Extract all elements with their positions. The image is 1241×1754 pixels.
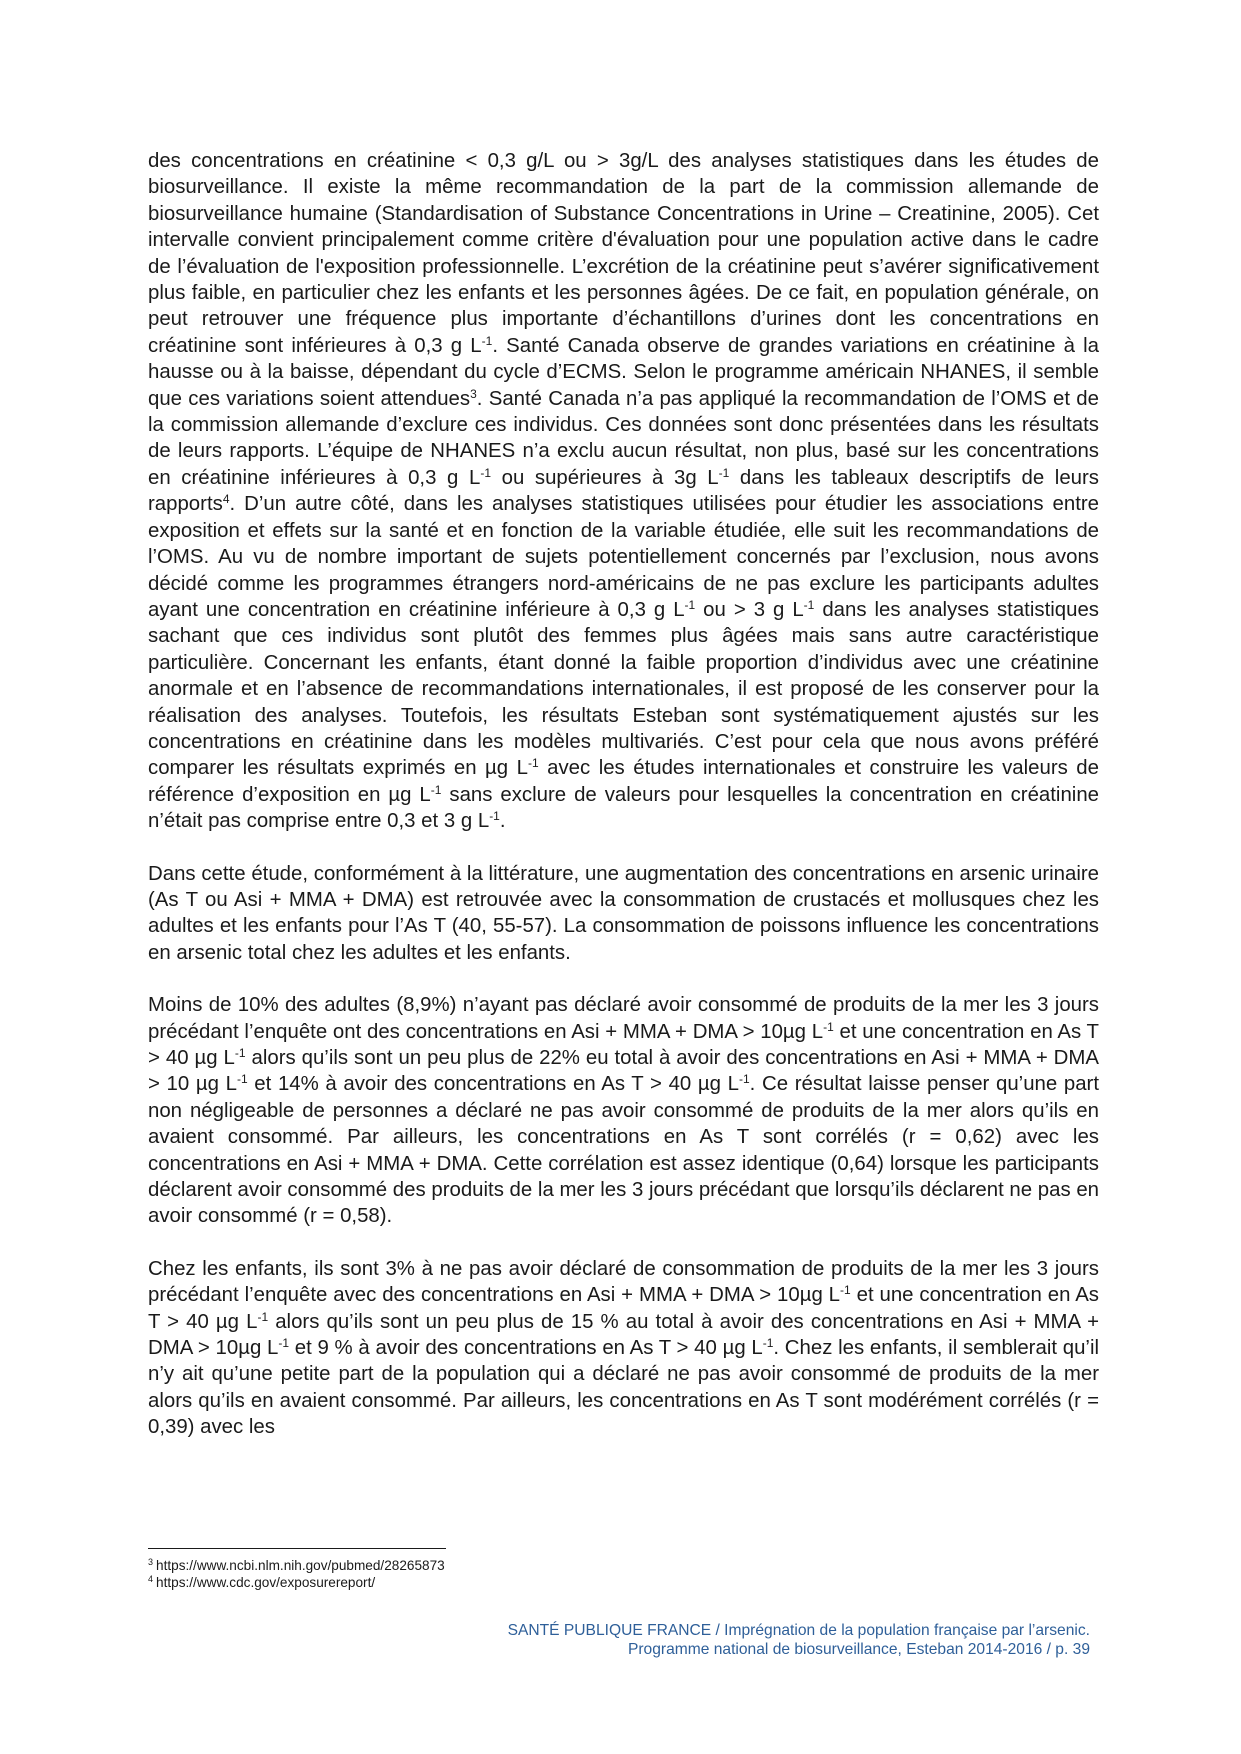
- text-run: et 9 % à avoir des concentrations en As T > 40 µg L: [289, 1337, 763, 1360]
- text-run: et une concentration en As T > 40 µg L: [148, 1284, 1099, 1333]
- text-run: Moins de 10% des adultes (8,9%) n’ayant pas déclaré avoir consommé de produits de la mer les 3 jours précédant l’enquête ont des concentrations en Asi + MMA + DMA > 10µg L: [148, 994, 1099, 1043]
- paragraph-creatinine: [148, 148, 1099, 835]
- footnote-number: 4: [148, 1574, 154, 1584]
- footnote-3: [148, 1557, 1048, 1574]
- superscript: -1: [823, 1019, 834, 1034]
- footer-program-line: Programme national de biosurveillance, Esteban 2014-2016 / p. 39: [627, 1640, 1090, 1658]
- superscript: -1: [489, 809, 500, 824]
- footnote-4: [148, 1574, 1048, 1591]
- superscript: -1: [527, 756, 539, 771]
- page-footer: [508, 1622, 1090, 1659]
- text-run: . Santé Canada n’a pas appliqué la recommandation de l’OMS et de la commission allemande d’exclure ces individus. Ces données sont donc présentées dans les résultats de leurs rapports. L’équipe de NHANES n’a exclu aucun résultat, non plus, basé sur les concentrations en créatinine inférieures à 0,3 g L: [148, 387, 1099, 489]
- superscript: -1: [257, 1309, 269, 1324]
- superscript: -1: [718, 465, 730, 480]
- footnotes: [148, 1557, 1048, 1591]
- text-run: dans les analyses statistiques sachant que ces individus sont plutôt des femmes plus âgées mais sans autre caractéristique particulière. Concernant les enfants, étant donné la faible proportion d’individus avec une créatinine anormale et en l’absence de recommandations internationales, il est proposé de les conserver pour la réalisation des analyses. Toutefois, les résultats Esteban sont systématiquement ajustés sur les concentrations en créatinine dans les modèles multivariés. C’est pour cela que nous avons préféré comparer les résultats exprimés en µg L: [148, 598, 1099, 780]
- superscript: -1: [803, 597, 815, 612]
- text-run: . Chez les enfants, il semblerait qu’il n’y ait qu’une petite part de la population qui a déclaré ne pas avoir consommé de produits de la mer alors qu’ils en avaient consommé. Par ailleurs, les concentrations en As T sont modérément corrélés (r = 0,39) avec les: [148, 1337, 1100, 1439]
- text-run: des concentrations en créatinine < 0,3 g/L ou > 3g/L des analyses statistiques dans les études de biosurveillance. Il existe la même recommandation de la part de la commission allemande de biosurveillance humaine (Standardisation of Substance Concentrations in Urine – Creatinine, 2005). Cet intervalle convient principalement comme critère d'évaluation pour une population active dans le cadre de l’évaluation de l'exposition professionnelle. L’excrétion de la créatinine peut s’avérer significativement plus faible, en particulier chez les enfants et les personnes âgées. De ce fait, en population générale, on peut retrouver une fréquence plus importante d’échantillons d’urines dont les concentrations en créatinine sont inférieures à 0,3 g L: [148, 150, 1099, 357]
- superscript: -1: [278, 1336, 290, 1351]
- text-run: alors qu’ils sont un peu plus de 15 % au total à avoir des concentrations en Asi + MMA + DMA > 10µg L: [148, 1310, 1099, 1360]
- superscript: -1: [481, 333, 493, 348]
- superscript: -1: [840, 1283, 851, 1298]
- text-run: Chez les enfants, ils sont 3% à ne pas avoir déclaré de consommation de produits de la mer les 3 jours précédant l’enquête avec des concentrations en Asi + MMA + DMA > 10µg L: [148, 1257, 1099, 1307]
- text-run: dans les tableaux descriptifs de leurs rapports: [148, 466, 1100, 516]
- text-run: ou > 3 g L: [695, 598, 804, 621]
- superscript: -1: [480, 465, 491, 480]
- footnote-link[interactable]: https://www.cdc.gov/exposurereport/: [156, 1575, 376, 1590]
- page-body: [148, 148, 1099, 1467]
- text-run: alors qu’ils sont un peu plus de 22% eu total à avoir des concentrations en Asi + MMA + DMA > 10 µg L: [148, 1047, 1099, 1096]
- superscript: -1: [430, 782, 442, 797]
- paragraph-children: [148, 1256, 1099, 1441]
- superscript: -1: [762, 1336, 774, 1351]
- footnote-divider: [148, 1548, 446, 1549]
- footnote-link[interactable]: https://www.ncbi.nlm.nih.gov/pubmed/28265873: [156, 1558, 445, 1573]
- superscript: 4: [222, 492, 230, 507]
- text-run: ou supérieures à 3g L: [491, 466, 719, 489]
- footer-publisher-line: SANTÉ PUBLIQUE FRANCE / Imprégnation de la population française par l’arsenic.: [507, 1622, 1090, 1639]
- superscript: 3: [470, 386, 477, 401]
- text-run: . Santé Canada observe de grandes variations en créatinine à la hausse ou à la baisse, dépendant du cycle d’ECMS. Selon le programme américain NHANES, il semble que ces variations soient attendues: [148, 334, 1100, 410]
- text-run: sans exclure de valeurs pour lesquelles la concentration en créatinine n’était pas comprise entre 0,3 et 3 g L: [148, 783, 1100, 833]
- text-run: . Ce résultat laisse penser qu’une part non négligeable de personnes a déclaré ne pas avoir consommé de produits de la mer alors qu’ils en avaient consommé. Par ailleurs, les concentrations en As T sont corrélés (r = 0,62) avec les concentrations en Asi + MMA + DMA. Cette corrélation est assez identique (0,64) lorsque les participants déclarent avoir consommé des produits de la mer les 3 jours précédant que lorsqu’ils déclarent ne pas en avoir consommé (r = 0,58).: [148, 1073, 1100, 1228]
- text-run: avec les études internationales et construire les valeurs de référence d’exposition en µg L: [148, 757, 1099, 806]
- paragraph-seafood-association: [148, 861, 1099, 967]
- superscript: -1: [234, 1046, 246, 1060]
- text-run: et une concentration en As T > 40 µg L: [148, 1020, 1099, 1069]
- text-run: . D’un autre côté, dans les analyses statistiques utilisées pour étudier les associations entre exposition et effets sur la santé et en fonction de la variable étudiée, elle suit les recommandations de l’OMS. Au vu de nombre important de sujets potentiellement concernés par l’exclusion, nous avons décidé comme les programmes étrangers nord-américains de ne pas exclure les participants adultes ayant une concentration en créatinine inférieure à 0,3 g L: [148, 493, 1099, 621]
- superscript: -1: [236, 1072, 248, 1087]
- text-run: Dans cette étude, conformément à la littérature, une augmentation des concentrations en arsenic urinaire (As T ou Asi + MMA + DMA) est retrouvée avec la consommation de crustacés et mollusques chez les adultes et les enfants pour l’As T (40, 55-57). La consommation de poissons influence les concentrations en arsenic total chez les adultes et les enfants.: [148, 862, 1099, 964]
- superscript: -1: [739, 1072, 750, 1087]
- text-run: et 14% à avoir des concentrations en As T > 40 µg L: [247, 1073, 739, 1096]
- text-run: .: [499, 810, 506, 833]
- paragraph-adults: [148, 992, 1099, 1230]
- superscript: -1: [684, 597, 696, 612]
- footnote-number: 3: [148, 1557, 154, 1567]
